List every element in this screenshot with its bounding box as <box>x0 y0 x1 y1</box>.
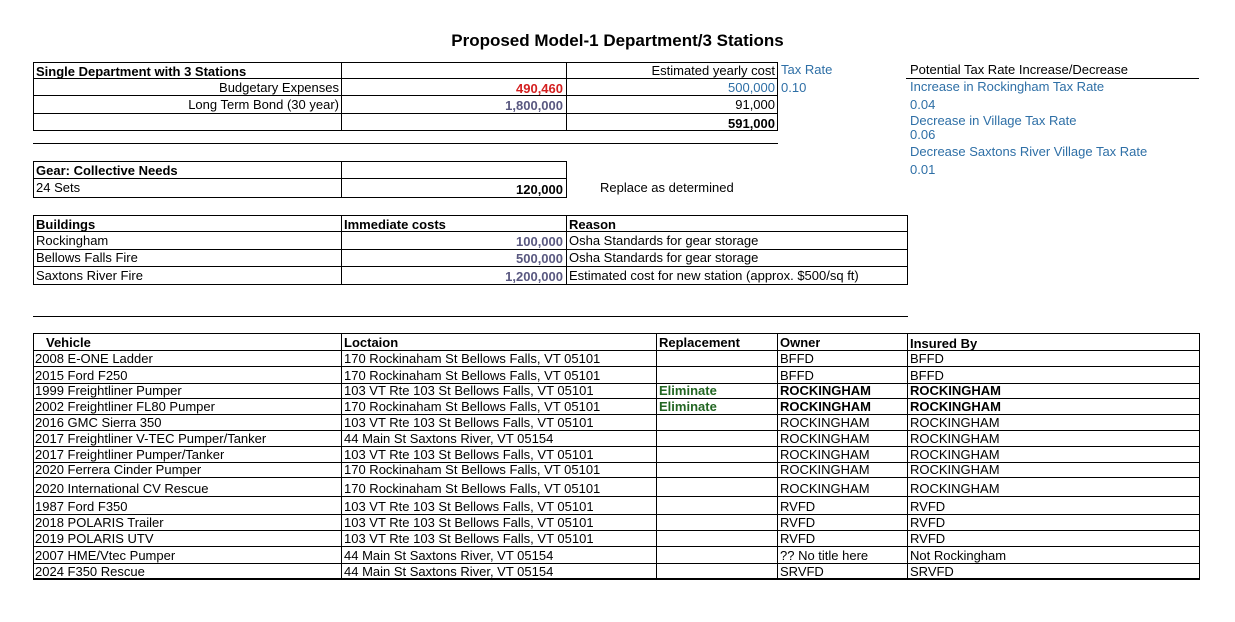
building-reason: Osha Standards for gear storage <box>569 250 759 265</box>
vehicle-vehicle: 2018 POLARIS Trailer <box>35 515 164 530</box>
row-divider <box>33 546 1200 547</box>
gear-amount: 120,000 <box>516 182 563 197</box>
vehicle-insured: RVFD <box>910 531 946 546</box>
vehicle-insured: RVFD <box>910 499 946 514</box>
budget-row-label: Budgetary Expenses <box>219 80 339 95</box>
vehicle-owner: BFFD <box>780 368 814 383</box>
vehicle-vehicle: 2020 International CV Rescue <box>35 481 209 496</box>
vehicles-col-header: Owner <box>780 335 821 350</box>
vehicle-owner: ROCKINGHAM <box>780 462 870 477</box>
row-divider <box>33 366 1200 367</box>
vehicle-location: 44 Main St Saxtons River, VT 05154 <box>344 548 554 563</box>
tax-item-value: 0.01 <box>910 162 936 177</box>
vehicle-vehicle: 1987 Ford F350 <box>35 499 128 514</box>
gear-item: 24 Sets <box>36 180 81 195</box>
row-divider <box>33 579 1200 580</box>
tax-item-value: 0.06 <box>910 127 936 139</box>
buildings-col-header: Buildings <box>36 217 96 232</box>
vehicle-insured: ROCKINGHAM <box>910 462 1000 477</box>
vehicle-owner: BFFD <box>780 351 814 366</box>
budget-row-amount: 490,460 <box>516 81 563 96</box>
vehicles-col-header: Vehicle <box>46 335 91 350</box>
vehicle-owner: ROCKINGHAM <box>780 481 870 496</box>
row-divider <box>33 563 1200 564</box>
building-reason: Osha Standards for gear storage <box>569 233 759 248</box>
vehicle-location: 170 Rockinaham St Bellows Falls, VT 05101 <box>344 368 601 383</box>
vehicle-insured: Not Rockingham <box>910 548 1007 563</box>
vehicle-owner: RVFD <box>780 531 816 546</box>
budget-row-label: Long Term Bond (30 year) <box>188 97 339 112</box>
vehicle-owner: ROCKINGHAM <box>780 399 871 414</box>
vehicle-owner: RVFD <box>780 499 816 514</box>
row-divider <box>33 530 1200 531</box>
building-name: Bellows Falls Fire <box>36 250 138 265</box>
vehicle-location: 103 VT Rte 103 St Bellows Falls, VT 05101 <box>344 515 594 530</box>
section-divider <box>33 316 908 317</box>
vehicle-location: 103 VT Rte 103 St Bellows Falls, VT 05101 <box>344 531 594 546</box>
budget-row-tax: 0.10 <box>781 80 807 95</box>
vehicles-col-header: Loctaion <box>344 335 399 350</box>
vehicle-vehicle: 2015 Ford F250 <box>35 368 128 383</box>
vehicle-owner: RVFD <box>780 515 816 530</box>
vehicle-insured: SRVFD <box>910 564 954 579</box>
vehicle-insured: ROCKINGHAM <box>910 431 1000 446</box>
section-divider <box>33 143 778 144</box>
vehicle-insured: ROCKINGHAM <box>910 383 1001 398</box>
cost-header: Estimated yearly cost <box>651 63 775 78</box>
row-divider <box>33 383 1200 384</box>
tax-item-label: Decrease in Village Tax Rate <box>910 113 1077 128</box>
gear-header: Gear: Collective Needs <box>36 163 178 178</box>
vehicle-location: 44 Main St Saxtons River, VT 05154 <box>344 564 554 579</box>
tax-panel-heading: Potential Tax Rate Increase/Decrease <box>910 62 1128 77</box>
vehicle-insured: BFFD <box>910 351 944 366</box>
gear-note: Replace as determined <box>600 180 734 195</box>
building-name: Rockingham <box>36 233 109 248</box>
page-title: Proposed Model-1 Department/3 Stations <box>451 31 784 50</box>
tax-header: Tax Rate <box>781 62 833 77</box>
tax-item-label: Increase in Rockingham Tax Rate <box>910 79 1105 94</box>
vehicle-vehicle: 2017 Freightliner V-TEC Pumper/Tanker <box>35 431 267 446</box>
row-divider <box>33 414 1200 415</box>
budget-row-cost: 500,000 <box>728 80 775 95</box>
vehicle-location: 170 Rockinaham St Bellows Falls, VT 05101 <box>344 462 601 477</box>
vehicle-replacement: Eliminate <box>659 383 717 398</box>
tax-item-value: 0.04 <box>910 97 936 112</box>
vehicle-insured: BFFD <box>910 368 944 383</box>
building-cost: 100,000 <box>516 234 563 249</box>
vehicle-vehicle: 2024 F350 Rescue <box>35 564 145 579</box>
row-divider <box>33 477 1200 478</box>
vehicle-owner: ROCKINGHAM <box>780 431 870 446</box>
vehicle-location: 170 Rockinaham St Bellows Falls, VT 05101 <box>344 399 601 414</box>
vehicle-vehicle: 2007 HME/Vtec Pumper <box>35 548 176 563</box>
vehicle-location: 170 Rockinaham St Bellows Falls, VT 05101 <box>344 351 601 366</box>
building-cost: 1,200,000 <box>505 269 563 284</box>
vehicle-owner: ROCKINGHAM <box>780 447 870 462</box>
vehicle-owner: ROCKINGHAM <box>780 415 870 430</box>
vehicle-vehicle: 1999 Freightliner Pumper <box>35 383 182 398</box>
vehicle-owner: ?? No title here <box>780 548 869 563</box>
building-reason: Estimated cost for new station (approx. $500/sq ft) <box>569 268 859 283</box>
vehicle-vehicle: 2019 POLARIS UTV <box>35 531 154 546</box>
tax-item-label: Decrease Saxtons River Village Tax Rate <box>910 144 1148 159</box>
vehicle-insured: ROCKINGHAM <box>910 481 1000 496</box>
buildings-col-header: Reason <box>569 217 616 232</box>
buildings-col-header: Immediate costs <box>344 217 446 232</box>
vehicle-replacement: Eliminate <box>659 399 717 414</box>
vehicle-vehicle: 2002 Freightliner FL80 Pumper <box>35 399 215 414</box>
vehicle-owner: SRVFD <box>780 564 824 579</box>
row-divider <box>33 514 1200 515</box>
row-divider <box>33 496 1200 497</box>
budget-header: Single Department with 3 Stations <box>36 64 247 79</box>
vehicle-location: 103 VT Rte 103 St Bellows Falls, VT 05101 <box>344 415 594 430</box>
vehicle-location: 103 VT Rte 103 St Bellows Falls, VT 05101 <box>344 383 594 398</box>
vehicle-vehicle: 2008 E-ONE Ladder <box>35 351 153 366</box>
row-divider <box>33 462 1200 463</box>
vehicle-owner: ROCKINGHAM <box>780 383 871 398</box>
budget-total: 591,000 <box>728 116 775 131</box>
vehicle-insured: ROCKINGHAM <box>910 415 1000 430</box>
vehicle-insured: RVFD <box>910 515 946 530</box>
vehicle-vehicle: 2017 Freightliner Pumper/Tanker <box>35 447 225 462</box>
vehicle-vehicle: 2020 Ferrera Cinder Pumper <box>35 462 202 477</box>
vehicle-location: 170 Rockinaham St Bellows Falls, VT 05101 <box>344 481 601 496</box>
vehicle-vehicle: 2016 GMC Sierra 350 <box>35 415 162 430</box>
vehicle-location: 44 Main St Saxtons River, VT 05154 <box>344 431 554 446</box>
vehicle-location: 103 VT Rte 103 St Bellows Falls, VT 05101 <box>344 499 594 514</box>
building-cost: 500,000 <box>516 251 563 266</box>
building-name: Saxtons River Fire <box>36 268 143 283</box>
vehicle-insured: ROCKINGHAM <box>910 399 1001 414</box>
budget-row-amount: 1,800,000 <box>505 98 563 113</box>
budget-row-cost: 91,000 <box>735 97 775 112</box>
vehicles-col-header: Insured By <box>910 336 978 351</box>
vehicle-insured: ROCKINGHAM <box>910 447 1000 462</box>
vehicles-col-header: Replacement <box>659 335 740 350</box>
vehicle-location: 103 VT Rte 103 St Bellows Falls, VT 05101 <box>344 447 594 462</box>
